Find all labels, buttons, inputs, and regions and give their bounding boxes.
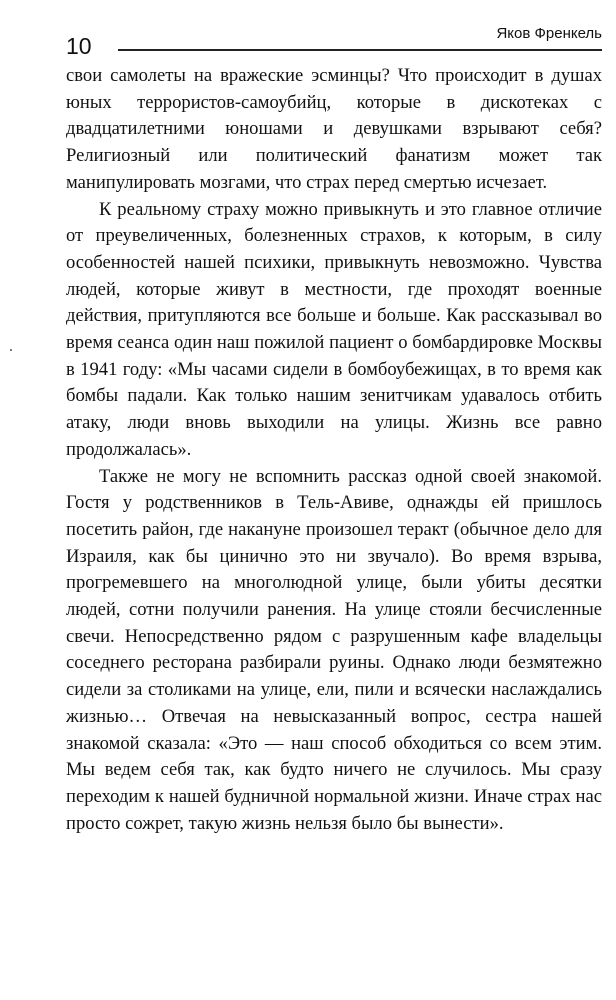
running-head-author: Яков Френкель [496, 25, 602, 42]
paragraph-3: Также не могу не вспомнить рассказ одной своей знакомой. Гостя у родственников в Тель-Авиве, однажды ей пришлось посетить район, где накануне произошел теракт (обычное дело для Израиля, как бы цинично это ни звучало). Во время взрыва, прогремевшего на многолюдной улице, были убиты десятки людей, сотни получили ранения. На улице стояли бесчисленные свечи. Непосредственно рядом с разрушенным кафе владельцы соседнего ресторана разбирали руины. Однако люди безмятежно сидели за столиками на улице, ели, пили и всячески наслаждались жизнью… Отвечая на невысказанный вопрос, сестра нашей знакомой сказала: «Это — наш способ обходиться со всем этим. Мы ведем себя так, как будто ничего не случилось. Мы сразу переходим к нашей будничной нормальной жизни. Иначе страх нас просто сожрет, такую жизнь нельзя было бы вынести». [66, 465, 602, 834]
paragraph-1: свои самолеты на вражеские эсминцы? Что происходит в душах юных террористов-самоубийц, которые в дискотеках с двадцатилетними юношами и девушками взрывают себя? Религиозный или политический фанатизм может так манипулировать мозгами, что страх перед смертью исчезает. [66, 65, 602, 193]
page-number: 10 [66, 33, 92, 59]
running-header [66, 20, 602, 60]
scan-speck [10, 349, 12, 351]
header-rule [118, 49, 602, 51]
paragraph-2: К реальному страху можно привыкнуть и это главное отличие от преувеличенных, болезненных страхов, к которым, в силу особенностей нашей психики, привыкнуть невозможно. Чувства людей, которые живут в местности, где проходят военные действия, притупляются все больше и больше. Как рассказывал во время сеанса один наш пожилой пациент о бомбардировке Москвы в 1941 году: «Мы часами сидели в бомбоубежищах, в то время как бомбы падали. Как только нашим зенитчикам удавалось отбить атаку, люди вновь выходили на улицы. Жизнь все равно продолжалась». [66, 198, 602, 460]
body-text [66, 63, 602, 837]
